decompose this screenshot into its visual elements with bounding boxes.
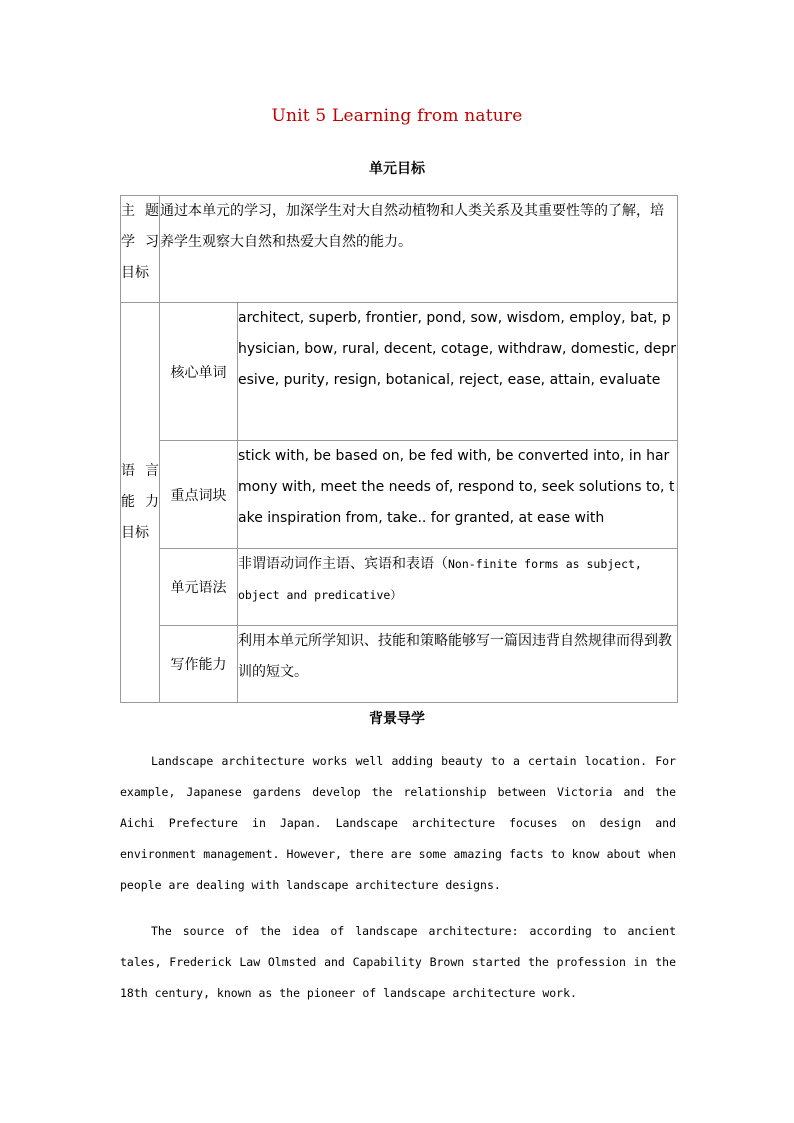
table-row: [121, 441, 678, 549]
unit-grammar-text: [238, 549, 678, 626]
theme-goals-label: [121, 196, 160, 303]
document-title: Unit 5 Learning from nature: [271, 106, 523, 126]
language-label-line: 目标: [121, 525, 149, 541]
grammar-text-cn: 非谓语动词作主语、宾语和表语（: [238, 556, 448, 572]
theme-label-line: 学 习: [121, 234, 159, 250]
key-phrases-text: stick with, be based on, be fed with, be converted into, in harmony with, meet the needs of, respond to, seek solutions to, take inspiration from, take.. for granted, at ease with: [238, 441, 678, 549]
key-phrases-label: 重点词块: [160, 441, 238, 549]
grammar-text-en: Non-finite forms as subject, object and predicative）: [238, 557, 642, 602]
language-label-line: 能 力: [121, 494, 159, 510]
theme-goals-row: [121, 196, 678, 303]
theme-label-line: 主 题: [121, 203, 159, 219]
background-paragraph: Landscape architecture works well adding beauty to a certain location. For example, Japanese gardens develop the relationship between Victoria and the Aichi Prefecture in Japan. Landscape architecture focuses on design and environment management. However, there are some amazing facts to know about when people are dealing with landscape architecture designs.: [120, 754, 676, 892]
unit-goals-table: [120, 195, 678, 703]
background-paragraph: The source of the idea of landscape architecture: according to ancient tales, Frederick Law Olmsted and Capability Brown started the profession in the 18th century, known as the pioneer of landscape architecture work.: [120, 924, 676, 1000]
language-label-line: 语 言: [121, 463, 159, 479]
writing-ability-text: 利用本单元所学知识、技能和策略能够写一篇因违背自然规律而得到教训的短文。: [238, 626, 678, 703]
language-goals-label: [121, 303, 160, 703]
table-row: [121, 626, 678, 703]
table-row: [121, 549, 678, 626]
writing-ability-label: 写作能力: [160, 626, 238, 703]
unit-goals-heading: 单元目标: [369, 161, 425, 177]
core-words-text: architect, superb, frontier, pond, sow, wisdom, employ, bat, physician, bow, rural, decent, cotage, withdraw, domestic, depresive, purity, resign, botanical, reject, ease, attain, evaluate: [238, 303, 678, 441]
theme-goals-text: 通过本单元的学习，加深学生对大自然动植物和人类关系及其重要性等的了解，培养学生观察大自然和热爱大自然的能力。: [160, 196, 678, 303]
background-heading: 背景导学: [369, 711, 425, 727]
core-words-label: 核心单词: [160, 303, 238, 441]
theme-label-line: 目标: [121, 265, 149, 281]
unit-grammar-label: 单元语法: [160, 549, 238, 626]
table-row: [121, 303, 678, 441]
